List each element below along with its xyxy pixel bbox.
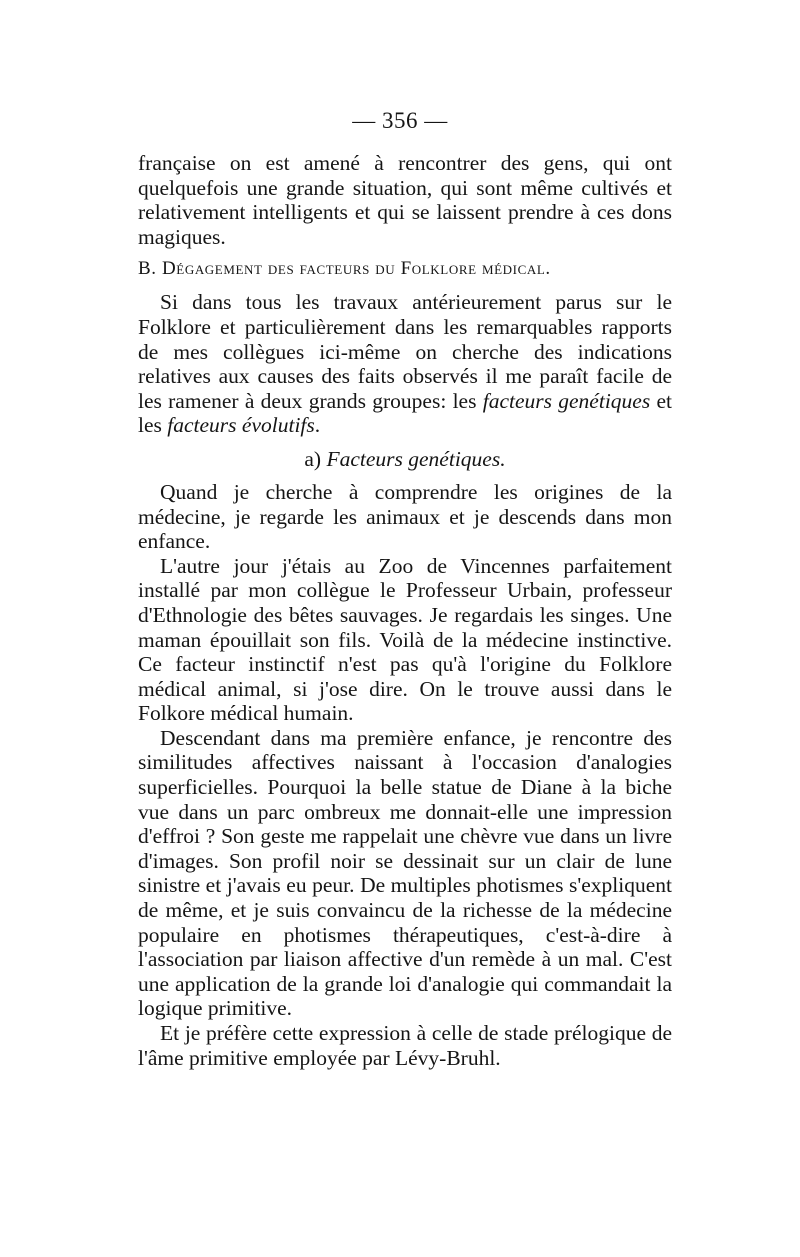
paragraph-zoo: L'autre jour j'étais au Zoo de Vincennes parfaitement installé par mon collègue le Professeur Urbain, professeur d'Ethnologie des bêtes sauvages. Je regardais les singes. Une maman épouillait son fils. Voilà de la médecine instinctive. Ce facteur instinctif n'est pas qu'à l'origine du Folklore médical animal, si j'ose dire. On le trouve aussi dans le Folkore médical humain. <box>138 553 672 726</box>
section-heading: B. Dégagement des facteurs du Folklore médical. <box>138 258 551 280</box>
paragraph-continuation: française on est amené à rencontrer des gens, qui ont quelquefois une grande situation, qui sont même cultivés et relativement intelligents et qui se laissent prendre à ces dons magiques. <box>138 151 672 249</box>
paragraph-prelogic: Et je préfère cette expression à celle de stade prélogique de l'âme primitive employée par Lévy-Bruhl. <box>138 1021 672 1070</box>
text-block <box>138 151 672 1070</box>
paragraph-factors-text-a: Si dans tous les travaux antérieurement parus sur le Folklore et particulièrement dans les remarquables rapports de mes collègues ici-même on cherche des indications relatives aux causes des faits observés il me paraît facile de les ramener à deux grands groupes: les <box>138 290 672 413</box>
paragraph-factors-intro <box>138 290 672 438</box>
subsection-heading <box>138 447 672 472</box>
page-number: — 356 — <box>352 108 448 133</box>
paragraph-origins: Quand je cherche à comprendre les origines de la médecine, je regarde les animaux et je descends dans mon enfance. <box>138 479 672 554</box>
subsection-title: Facteurs genétiques. <box>326 446 506 471</box>
paragraph-factors-text-c: . <box>314 413 321 438</box>
paragraph-factors-text-b: et les <box>138 388 672 438</box>
italic-evolutive-factors: facteurs évolutifs <box>167 413 315 438</box>
italic-genetic-factors: facteurs genétiques <box>482 388 651 413</box>
paragraph-childhood: Descendant dans ma première enfance, je rencontre des similitudes affectives naissant à l'occasion d'analogies superficielles. Pourquoi la belle statue de Diane à la biche vue dans un parc ombreux me donnait-elle une impression d'effroi ? Son geste me rappelait une chèvre vue dans un livre d'images. Son profil noir se dessinait sur un clair de lune sinistre et j'avais eu peur. De multiples photismes s'expliquent de même, et je suis convaincu de la richesse de la médecine populaire en photismes thérapeutiques, c'est-à-dire à l'association par liaison affective d'un remède à un mal. C'est une application de la grande loi d'analogie qui commandait la logique primitive. <box>138 725 672 1021</box>
subsection-prefix: a) <box>304 446 327 471</box>
